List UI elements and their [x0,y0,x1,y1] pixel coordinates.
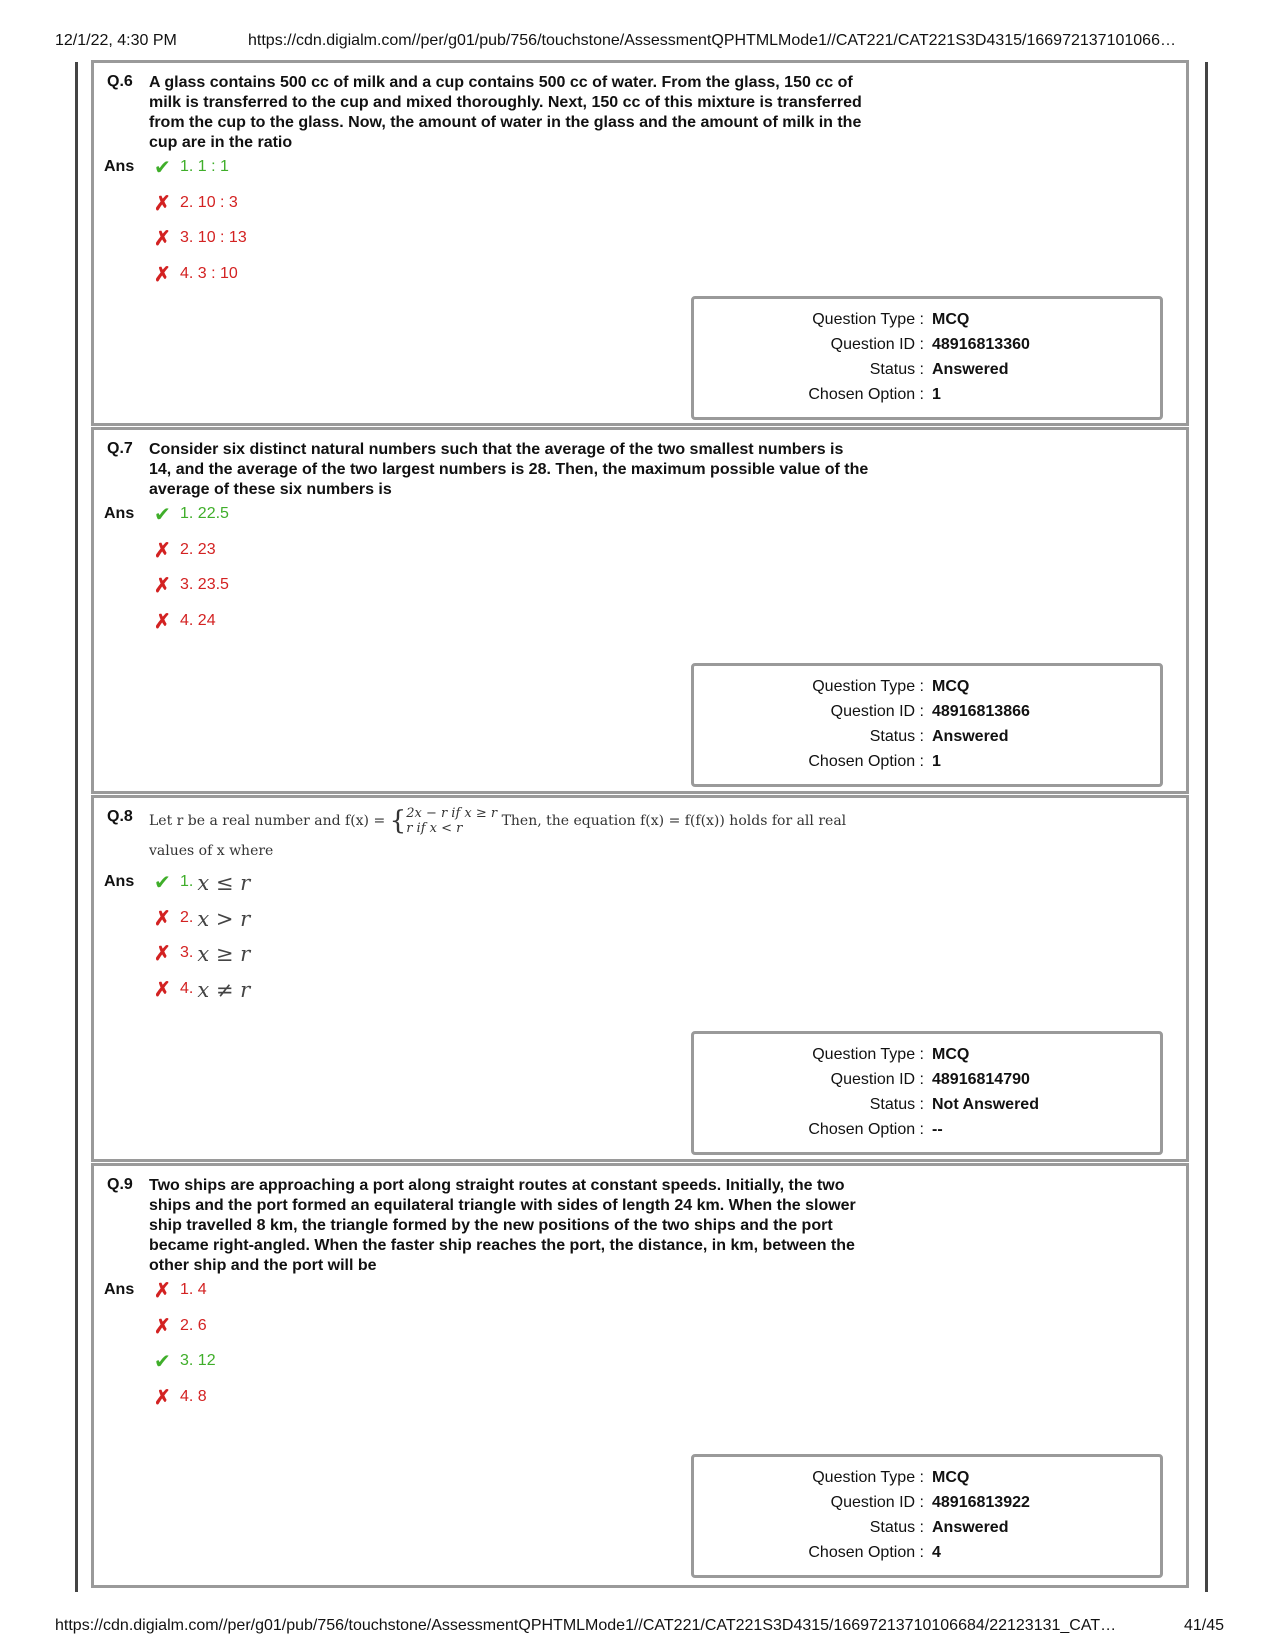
option-4: ✗ 4. 3 : 10 [154,263,238,286]
options-list [154,1281,216,1423]
check-icon: ✔ [154,1351,171,1373]
check-icon: ✔ [154,157,171,179]
ans-label: Ans [104,873,135,890]
question-text: A glass contains 500 cc of milk and a cup contains 500 cc of water. From the glass, 150 cc of milk is transferred to the cup and mixed thoroughly. Next, 150 cc of this mixture is transferred from the cup to the glass. Now, the amount of water in the glass and the amount of milk in the cup are in the ratio [149,74,862,151]
page-header-url: https://cdn.digialm.com//per/g01/pub/756/touchstone/AssessmentQPHTMLMode1//CAT221/CAT221S3D4315/166972137101066… [248,32,1176,49]
question-info-box [691,296,1163,420]
page-number: 41/45 [1184,1617,1225,1634]
cross-icon: ✗ [154,228,171,250]
cross-icon: ✗ [154,1386,171,1409]
chosen-option-value: 1 [932,753,941,770]
status-value: Answered [932,1519,1009,1536]
status-label: Status : [869,1096,924,1113]
option-3: ✗ 3. 23.5 [154,575,229,597]
question-id-label: Question ID : [830,1494,924,1511]
question-id-value: 48916813360 [932,336,1030,353]
status-value: Answered [932,728,1009,745]
question-info-box [691,1454,1163,1578]
cross-icon: ✗ [154,907,171,930]
status-label: Status : [869,1519,924,1536]
question-id-value: 48916813922 [932,1494,1030,1511]
options-list [154,505,229,647]
cross-icon: ✗ [154,943,171,965]
question-text: Two ships are approaching a port along straight routes at constant speeds. Initially, the two ships and the port formed an equilateral triangle with sides of length 24 km. When the slower ship travelled 8 km, the triangle formed by the new positions of the two ships and the port became right-angled. When the faster ship reaches the port, the distance, in km, between the other ship and the port will be [149,1177,856,1274]
option-2: ✗ 2. 23 [154,539,216,562]
option-4: ✗ 4. 24 [154,610,216,633]
question-type-label: Question Type : [812,1046,924,1063]
options-list [154,873,250,1015]
chosen-option-value: -- [932,1121,943,1138]
options-list [154,158,247,300]
cross-icon: ✗ [154,610,171,633]
option-1: ✗ 1. 4 [154,1280,207,1302]
cross-icon: ✗ [154,575,171,597]
chosen-option-value: 4 [932,1544,941,1561]
chosen-option-label: Chosen Option : [808,386,924,403]
question-type-value: MCQ [932,311,970,328]
cross-icon: ✗ [154,263,171,286]
option-1: ✔ 1. 1 : 1 [154,157,229,179]
question-id-label: Question ID : [830,1071,924,1088]
option-3: ✗ 3. 10 : 13 [154,228,247,250]
cross-icon: ✗ [154,192,171,215]
question-number: Q.9 [107,1176,133,1193]
question-info-box [691,663,1163,787]
question-id-label: Question ID : [830,336,924,353]
question-id-value: 48916814790 [932,1071,1030,1088]
cross-icon: ✗ [154,978,171,1001]
question-panel-6 [91,60,1189,426]
question-type-label: Question Type : [812,678,924,695]
question-id-value: 48916813866 [932,703,1030,720]
question-type-value: MCQ [932,1469,970,1486]
cross-icon: ✗ [154,1280,171,1302]
question-panel-7 [91,427,1189,794]
cross-icon: ✗ [154,1315,171,1338]
chosen-option-label: Chosen Option : [808,1121,924,1138]
cross-icon: ✗ [154,539,171,562]
option-3: ✔ 3. 12 [154,1351,216,1373]
question-type-value: MCQ [932,678,970,695]
question-info-box [691,1031,1163,1155]
option-3: ✗ 3. x ≥ r [154,942,251,966]
ans-label: Ans [104,505,135,522]
question-type-label: Question Type : [812,1469,924,1486]
option-4: ✗ 4. x ≠ r [154,977,251,1002]
option-2: ✗ 2. 10 : 3 [154,192,238,215]
option-4: ✗ 4. 8 [154,1386,207,1409]
question-id-label: Question ID : [830,703,924,720]
status-value: Not Answered [932,1096,1039,1113]
check-icon: ✔ [154,872,171,894]
page-footer-url: https://cdn.digialm.com//per/g01/pub/756/touchstone/AssessmentQPHTMLMode1//CAT221/CAT221S3D4315/16697213710106684/22123131_CAT… [55,1617,1117,1634]
check-icon: ✔ [154,504,171,526]
status-value: Answered [932,361,1009,378]
question-panel-9 [91,1163,1189,1588]
question-panel-8 [91,795,1189,1162]
option-1: ✔ 1. x ≤ r [154,871,251,895]
question-number: Q.8 [107,808,133,825]
question-type-value: MCQ [932,1046,970,1063]
option-2: ✗ 2. x > r [154,906,251,931]
question-text: Consider six distinct natural numbers such that the average of the two smallest numbers is 14, and the average of the two largest numbers is 28. Then, the maximum possible value of the average of these six numbers is [149,441,869,498]
chosen-option-label: Chosen Option : [808,753,924,770]
chosen-option-label: Chosen Option : [808,1544,924,1561]
question-type-label: Question Type : [812,311,924,328]
chosen-option-value: 1 [932,386,941,403]
option-2: ✗ 2. 6 [154,1315,207,1338]
ans-label: Ans [104,1281,135,1298]
page-header-datetime: 12/1/22, 4:30 PM [55,32,177,49]
ans-label: Ans [104,158,135,175]
status-label: Status : [869,728,924,745]
question-number: Q.7 [107,440,133,457]
question-text: Let r be a real number and f(x) = {2x − r if x ≥ r r if x < r Then, the equation f(x) = f(f(x)) holds for all real values of x where [149,806,847,859]
option-1: ✔ 1. 22.5 [154,504,229,526]
status-label: Status : [869,361,924,378]
question-number: Q.6 [107,73,133,90]
